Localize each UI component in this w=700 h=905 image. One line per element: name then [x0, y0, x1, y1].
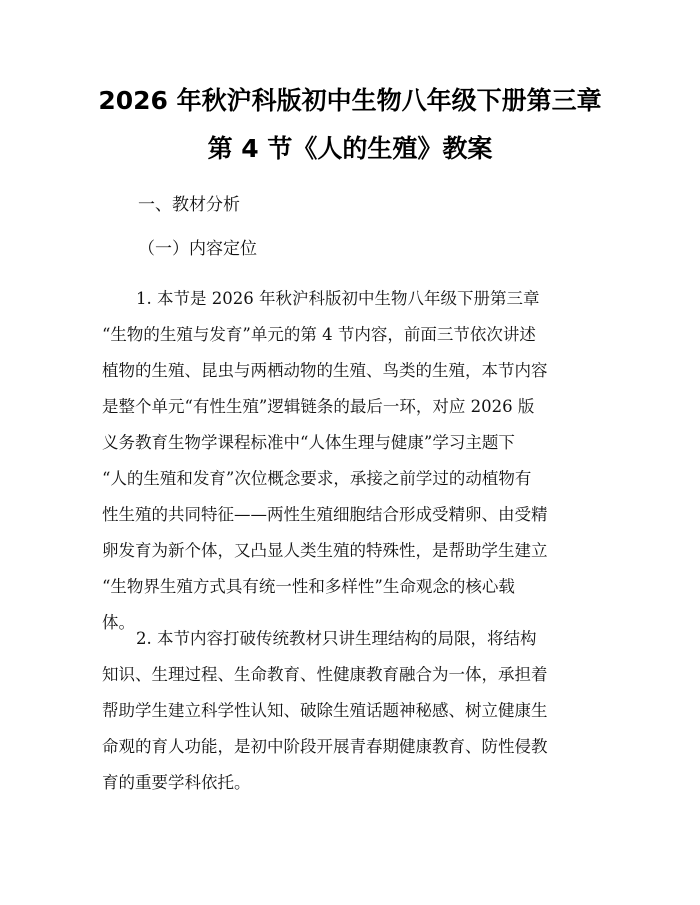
paragraph-line: 性生殖的共同特征——两性生殖细胞结合形成受精卵、由受精 [102, 505, 548, 524]
paragraph-line: 是整个单元“有性生殖”逻辑链条的最后一环，对应 2026 版 [102, 397, 535, 416]
paragraph-line: 命观的育人功能，是初中阶段开展青春期健康教育、防性侵教 [102, 737, 548, 756]
paragraph-line: 帮助学生建立科学性认知、破除生殖话题神秘感、树立健康生 [102, 701, 548, 720]
paragraph-line: “生物的生殖与发育”单元的第 4 节内容，前面三节依次讲述 [102, 325, 536, 344]
subsection-heading: （一）内容定位 [138, 239, 257, 259]
paragraph-line: 体。 [102, 613, 135, 632]
document-title-line-2: 第 4 节《人的生殖》教案 [207, 134, 493, 163]
paragraph-line: 卵发育为新个体，又凸显人类生殖的特殊性，是帮助学生建立 [102, 541, 548, 560]
paragraph-line: “生物界生殖方式具有统一性和多样性”生命观念的核心载 [102, 577, 515, 596]
document-title-line-1: 2026 年秋沪科版初中生物八年级下册第三章 [98, 86, 602, 115]
paragraph-line: 1. 本节是 2026 年秋沪科版初中生物八年级下册第三章 [136, 289, 540, 308]
paragraph-line: 2. 本节内容打破传统教材只讲生理结构的局限，将结构 [136, 629, 537, 648]
section-heading: 一、教材分析 [138, 195, 240, 215]
paragraph-line: 知识、生理过程、生命教育、性健康教育融合为一体，承担着 [102, 665, 548, 684]
paragraph-line: 义务教育生物学课程标准中“人体生理与健康”学习主题下 [102, 433, 515, 452]
paragraph-line: 育的重要学科依托。 [102, 773, 251, 792]
paragraph-line: 植物的生殖、昆虫与两栖动物的生殖、鸟类的生殖，本节内容 [102, 361, 548, 380]
paragraph-line: “人的生殖和发育”次位概念要求，承接之前学过的动植物有 [102, 469, 532, 488]
paragraph-content-position [102, 281, 602, 641]
paragraph-content-integration [102, 621, 602, 801]
